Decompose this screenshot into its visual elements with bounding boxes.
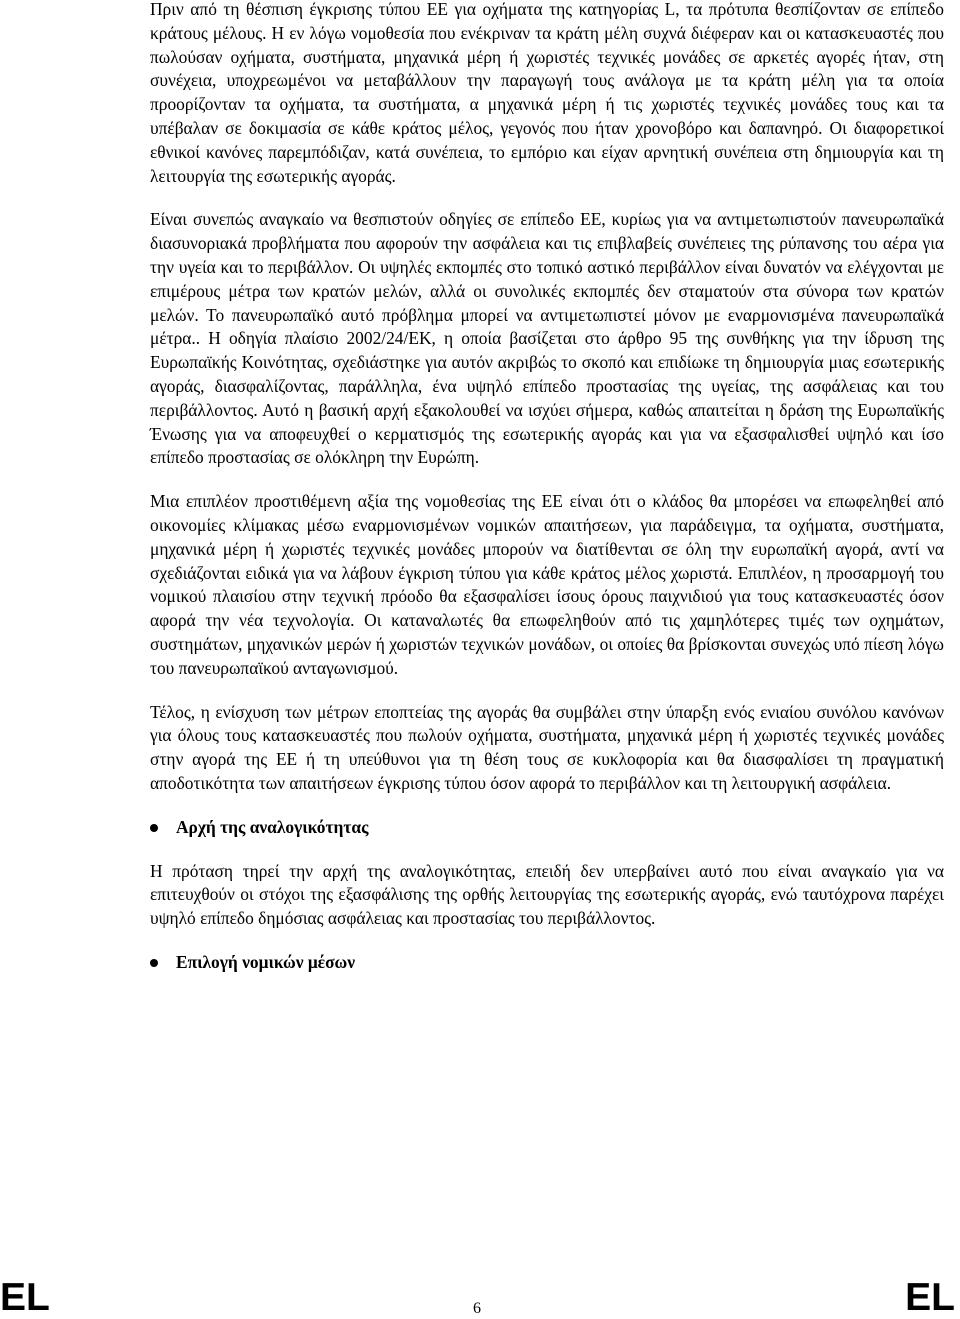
heading-legal-instruments	[150, 951, 944, 975]
document-body	[150, 0, 944, 995]
paragraph-added-value: Μια επιπλέον προστιθέμενη αξία της νομοθεσίας της ΕΕ είναι ότι ο κλάδος θα μπορέσει να επωφεληθεί από οικονομίες κλίμακας μέσω εναρμονισμένων νομικών απαιτήσεων, για παράδειγμα, τα οχήματα, συστήματα, μηχανικά μέρη ή χωριστές τεχνικές μονάδες μπορούν να διατίθενται σε όλη την ευρωπαϊκή αγορά, αντί να σχεδιάζονται ειδικά για να λάβουν έγκριση τύπου για κάθε κράτος μέλος χωριστά. Επιπλέον, η προσαρμογή του νομικού πλαισίου στην τεχνική πρόοδο θα εξασφαλίσει ίσους όρους παιχνιδιού για τους κατασκευαστές όσον αφορά την νέα τεχνολογία. Οι καταναλωτές θα επωφεληθούν από τις χαμηλότερες τιμές των οχημάτων, συστημάτων, μηχανικών μερών ή χωριστών τεχνικών μονάδων, οι οποίες θα βρίσκονται συνεχώς υπό πίεση λόγω του πανευρωπαϊκού ανταγωνισμού.	[150, 491, 944, 678]
bullet-icon	[150, 959, 158, 967]
paragraph-proportionality: Η πρόταση τηρεί την αρχή της αναλογικότητας, επειδή δεν υπερβαίνει αυτό που είναι αναγκαίο για να επιτευχθούν οι στόχοι της εξασφάλισης της ορθής λειτουργίας της εσωτερικής αγοράς, ενώ ταυτόχρονα παρέχει υψηλό επίπεδο δημόσιας ασφάλειας και προστασίας του περιβάλλοντος.	[150, 860, 944, 929]
bullet-icon	[150, 824, 158, 832]
heading-proportionality	[150, 816, 944, 840]
page-number: 6	[473, 1300, 481, 1317]
paragraph-market-surveillance: Τέλος, η ενίσχυση των μέτρων εποπτείας της αγοράς θα συμβάλει στην ύπαρξη ενός ενιαίου συνόλου κανόνων για όλους τους κατασκευαστές που πωλούν οχήματα, συστήματα, μηχανικά μέρη ή χωριστές τεχνικές μονάδες στην αγορά της ΕΕ ή τη υπεύθυνοι για τη θέση τους σε κυκλοφορία και θα διασφαλίσει τη πραγματική αποδοτικότητα των απαιτήσεων έγκρισης τύπου όσον αφορά το περιβάλλον και τη λειτουργική ασφάλεια.	[150, 701, 944, 793]
heading-legal-instruments-text: Επιλογή νομικών μέσων	[176, 951, 356, 972]
paragraph-national-standards: Πριν από τη θέσπιση έγκρισης τύπου ΕΕ για οχήματα της κατηγορίας L, τα πρότυπα θεσπίζονταν σε επίπεδο κράτους μέλους. Η εν λόγω νομοθεσία που ενέκριναν τα κράτη μέλη συχνά διέφεραν και οι κατασκευαστές που πωλούσαν οχήματα, συστήματα, μηχανικά μέρη ή χωριστές τεχνικές μονάδες σε αρκετές αγορές ήταν, στη συνέχεια, υποχρεωμένοι να μεταβάλλουν την παραγωγή τους ανάλογα με τα κράτη μέλη για τα οποία προορίζονταν τα οχήματα, τα συστήματα, α μηχανικά μέρη ή τις χωριστές τεχνικές μονάδες τους και τα υπέβαλαν σε δοκιμασία σε κάθε κράτος μέλος, γεγονός που ήταν χρονοβόρο και δαπανηρό. Οι διαφορετικοί εθνικοί κανόνες παρεμπόδιζαν, κατά συνέπεια, το εμπόριο και είχαν αρνητική συνέπεια στη δημιουργία και τη λειτουργία της εσωτερικής αγοράς.	[150, 0, 944, 186]
heading-proportionality-text: Αρχή της αναλογικότητας	[176, 816, 369, 837]
footer-language-left: EL	[0, 1276, 50, 1319]
paragraph-eu-directives: Είναι συνεπώς αναγκαίο να θεσπιστούν οδηγίες σε επίπεδο ΕΕ, κυρίως για να αντιμετωπιστούν πανευρωπαϊκά διασυνοριακά προβλήματα που αφορούν την ασφάλεια και τις επιβλαβείς συνέπειες της ρύπανσης του αέρα για την υγεία και το περιβάλλον. Οι υψηλές εκπομπές στο τοπικό αστικό περιβάλλον είναι δυνατόν να ελέγχονται με επιμέρους μέτρα των κρατών μελών, αλλά οι συνολικές εκπομπές δεν σταματούν στα σύνορα των κρατών μελών. Το πανευρωπαϊκό αυτό πρόβλημα μπορεί να αντιμετωπιστεί μόνον με εναρμονισμένα πανευρωπαϊκά μέτρα.. Η οδηγία πλαίσιο 2002/24/ΕΚ, η οποία βασίζεται στο άρθρο 95 της συνθήκης για την ίδρυση της Ευρωπαϊκής Κοινότητας, σχεδιάστηκε για αυτόν ακριβώς το σκοπό και επιδίωκε τη δημιουργία μιας εσωτερικής αγοράς, διασφαλίζοντας, παράλληλα, ένα υψηλό επίπεδο προστασίας της υγείας, της ασφάλειας και του περιβάλλοντος. Αυτό η βασική αρχή εξακολουθεί να ισχύει σήμερα, καθώς απαιτείται η δράση της Ευρωπαϊκής Ένωσης για να αποφευχθεί ο κερματισμός της εσωτερικής αγοράς και για να εξασφαλισθεί υψηλό και ίσο επίπεδο προστασίας σε ολόκληρη την Ευρώπη.	[150, 209, 944, 468]
footer-language-right: EL	[905, 1276, 955, 1319]
